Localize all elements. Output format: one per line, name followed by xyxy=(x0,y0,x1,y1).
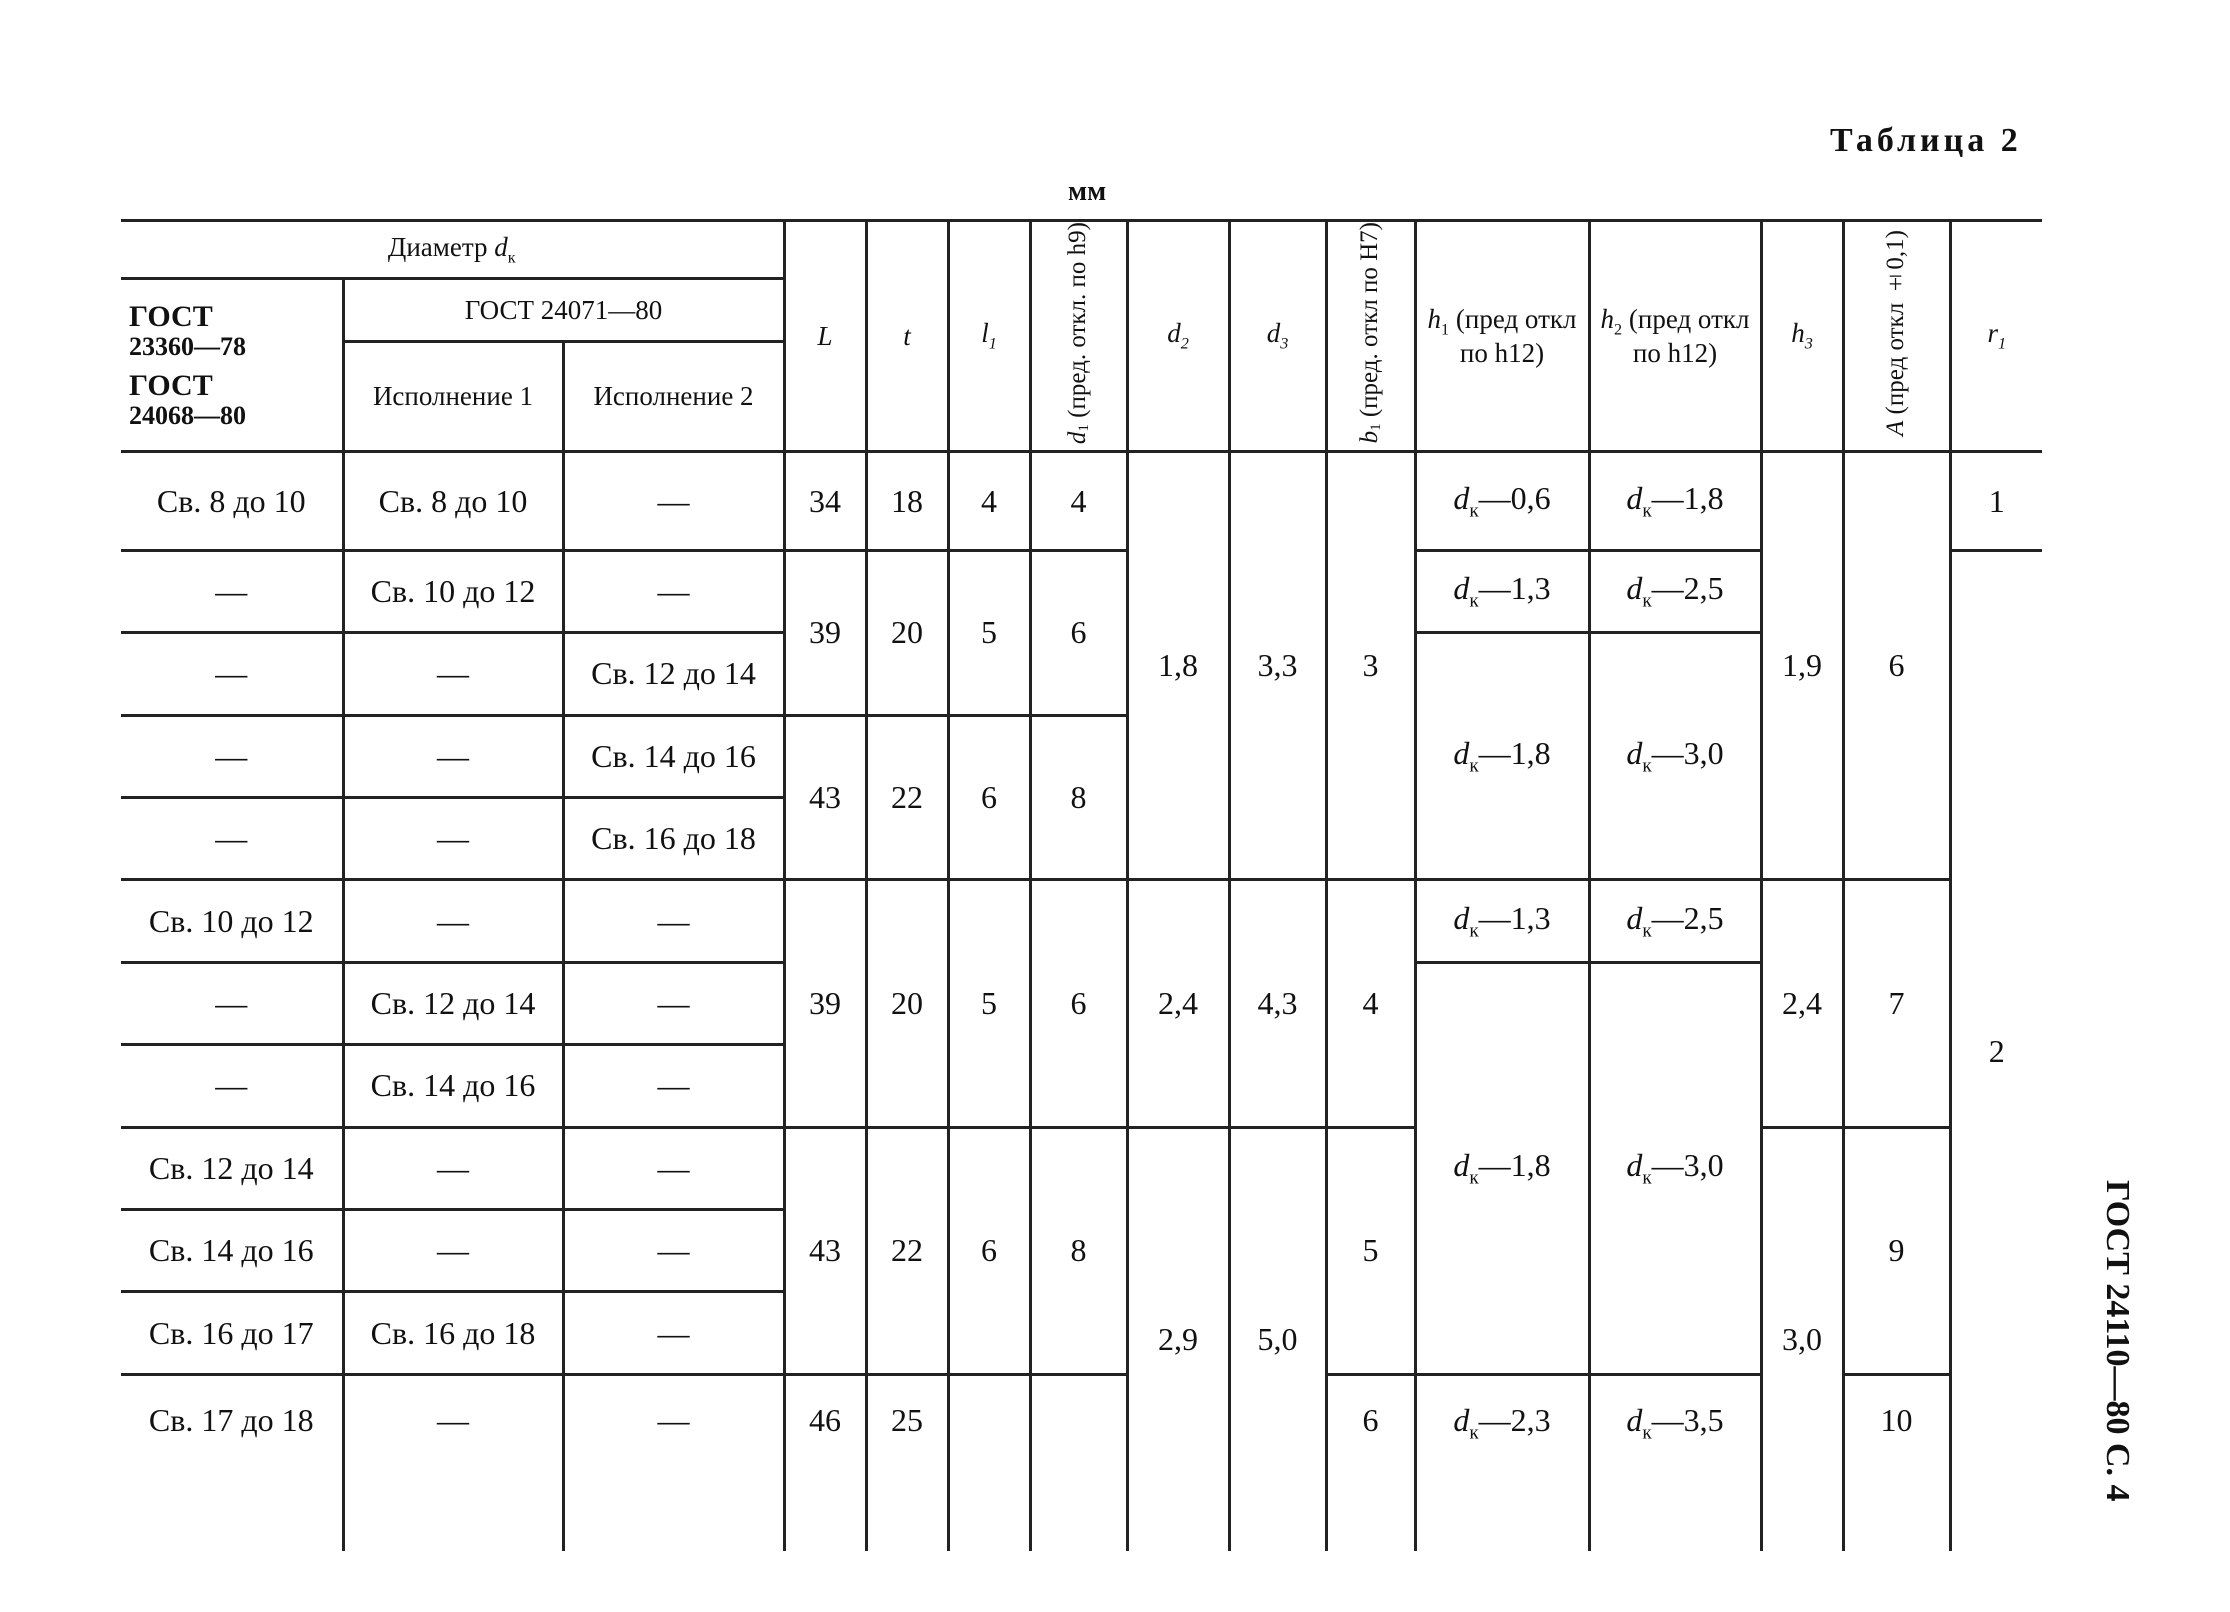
row-0-col-0: Св. 8 до 10 xyxy=(121,452,343,550)
dimensions-table xyxy=(121,219,2042,1551)
g5-d1: 8 xyxy=(1030,1127,1127,1374)
r1-b: 2 xyxy=(1950,550,2042,1551)
row-9-col-2: — xyxy=(563,1210,784,1292)
d2-a: 1,8 xyxy=(1127,452,1229,880)
r1-a: 1 xyxy=(1950,452,2042,550)
h2-4: $d_к—3,0$ xyxy=(1589,962,1761,1374)
b1-c: 5 xyxy=(1326,1127,1415,1374)
h1-2: $d_к—1,8$ xyxy=(1415,633,1589,880)
row-3-col-1: — xyxy=(343,715,563,797)
g3-L: 43 xyxy=(784,715,866,880)
g6-t: 25 xyxy=(866,1374,948,1551)
header-isp2: Исполнение 2 xyxy=(563,342,784,452)
g4-t: 20 xyxy=(866,880,948,1127)
row-8-col-1: — xyxy=(343,1127,563,1209)
row-2-col-0: — xyxy=(121,633,343,715)
d3-b: 4,3 xyxy=(1229,880,1326,1127)
header-t: t xyxy=(866,221,948,452)
row-5-col-1: — xyxy=(343,880,563,962)
g6-d1 xyxy=(1030,1374,1127,1551)
g2-d1: 6 xyxy=(1030,550,1127,715)
row-0-col-2: — xyxy=(563,452,784,550)
h2-3: $d_к—2,5$ xyxy=(1589,880,1761,962)
h1-1: $d_к—1,3$ xyxy=(1415,550,1589,632)
row-6-col-1: Св. 12 до 14 xyxy=(343,962,563,1044)
header-A: A (пред откл ±0,1) xyxy=(1843,221,1950,452)
row-1-col-1: Св. 10 до 12 xyxy=(343,550,563,632)
b1-d: 6 xyxy=(1326,1374,1415,1551)
header-h1: $h_1$ (пред откл по h12) xyxy=(1415,221,1589,452)
row-11-col-0: Св. 17 до 18 xyxy=(148,1401,314,1438)
row-10-col-2: — xyxy=(563,1292,784,1374)
row-1-col-0: — xyxy=(121,550,343,632)
A-c: 9 xyxy=(1843,1127,1950,1374)
row-11-col-2: — xyxy=(563,1374,784,1551)
A-d: 10 xyxy=(1843,1374,1950,1551)
table-caption: Таблица 2 xyxy=(1830,122,2022,159)
row-5-col-2: — xyxy=(563,880,784,962)
header-gost-mid: ГОСТ 24071—80 xyxy=(343,279,784,342)
row-2-col-1: — xyxy=(343,633,563,715)
h2-0: $d_к—1,8$ xyxy=(1589,452,1761,550)
g6-l1 xyxy=(948,1374,1030,1551)
g2-t: 20 xyxy=(866,550,948,715)
g3-t: 22 xyxy=(866,715,948,880)
row-4-col-2: Св. 16 до 18 xyxy=(563,797,784,879)
g1-L: 34 xyxy=(784,452,866,550)
header-l1: $l_1$ xyxy=(948,221,1030,452)
header-b1: $b_1$ (пред. откл по H7) xyxy=(1326,221,1415,452)
g4-l1: 5 xyxy=(948,880,1030,1127)
row-8-col-2: — xyxy=(563,1127,784,1209)
g3-d1: 8 xyxy=(1030,715,1127,880)
d3-c: 5,0 xyxy=(1229,1127,1326,1551)
g2-L: 39 xyxy=(784,550,866,715)
row-10-col-1: Св. 16 до 18 xyxy=(343,1292,563,1374)
h3-c: 3,0 xyxy=(1761,1127,1843,1551)
h2-5: $d_к—3,5$ xyxy=(1589,1374,1761,1551)
h1-3: $d_к—1,3$ xyxy=(1415,880,1589,962)
row-2-col-2: Св. 12 до 14 xyxy=(563,633,784,715)
row-7-col-2: — xyxy=(563,1045,784,1127)
row-0-col-1: Св. 8 до 10 xyxy=(343,452,563,550)
d2-c: 2,9 xyxy=(1127,1127,1229,1551)
g1-l1: 4 xyxy=(948,452,1030,550)
g3-l1: 6 xyxy=(948,715,1030,880)
g4-L: 39 xyxy=(784,880,866,1127)
h3-b: 2,4 xyxy=(1761,880,1843,1127)
row-10-col-0: Св. 16 до 17 xyxy=(121,1292,343,1374)
row-11-col-1: — xyxy=(343,1374,563,1551)
b1-b: 4 xyxy=(1326,880,1415,1127)
row-4-col-1: — xyxy=(343,797,563,879)
g4-d1: 6 xyxy=(1030,880,1127,1127)
header-L: L xyxy=(784,221,866,452)
header-d3: $d_3$ xyxy=(1229,221,1326,452)
row-1-col-2: — xyxy=(563,550,784,632)
h2-1: $d_к—2,5$ xyxy=(1589,550,1761,632)
g1-d1: 4 xyxy=(1030,452,1127,550)
d2-b: 2,4 xyxy=(1127,880,1229,1127)
h3-a: 1,9 xyxy=(1761,452,1843,880)
header-r1: $r_1$ xyxy=(1950,221,2042,452)
header-isp1: Исполнение 1 xyxy=(343,342,563,452)
row-9-col-1: — xyxy=(343,1210,563,1292)
row-9-col-0: Св. 14 до 16 xyxy=(121,1210,343,1292)
g2-l1: 5 xyxy=(948,550,1030,715)
g5-t: 22 xyxy=(866,1127,948,1374)
unit-label: мм xyxy=(1068,176,1107,207)
g5-L: 43 xyxy=(784,1127,866,1374)
header-gost-left: ГОСТ 23360—78 ГОСТ 24068—80 xyxy=(121,279,343,452)
g6-L: 46 xyxy=(784,1374,866,1551)
h1-4: $d_к—1,8$ xyxy=(1415,962,1589,1374)
A-b: 7 xyxy=(1843,880,1950,1127)
row-7-col-0: — xyxy=(121,1045,343,1127)
row-4-col-0: — xyxy=(121,797,343,879)
row-3-col-0: — xyxy=(121,715,343,797)
side-gost-label: ГОСТ 24110—80 С. 4 xyxy=(2099,1180,2136,1502)
row-7-col-1: Св. 14 до 16 xyxy=(343,1045,563,1127)
header-h3: $h_3$ xyxy=(1761,221,1843,452)
h2-2: $d_к—3,0$ xyxy=(1589,633,1761,880)
header-d1: $d_1$ (пред. откл. по h9) xyxy=(1030,221,1127,452)
header-d2: $d_2$ xyxy=(1127,221,1229,452)
header-h2: $h_2$ (пред откл по h12) xyxy=(1589,221,1761,452)
row-6-col-2: — xyxy=(563,962,784,1044)
b1-a: 3 xyxy=(1326,452,1415,880)
d3-a: 3,3 xyxy=(1229,452,1326,880)
row-3-col-2: Св. 14 до 16 xyxy=(563,715,784,797)
A-a: 6 xyxy=(1843,452,1950,880)
row-8-col-0: Св. 12 до 14 xyxy=(121,1127,343,1209)
row-5-col-0: Св. 10 до 12 xyxy=(121,880,343,962)
h1-5: $d_к—2,3$ xyxy=(1415,1374,1589,1551)
g1-t: 18 xyxy=(866,452,948,550)
h1-0: $d_к—0,6$ xyxy=(1415,452,1589,550)
header-diameter: Диаметр $d_к$ xyxy=(121,221,784,279)
g5-l1: 6 xyxy=(948,1127,1030,1374)
row-6-col-0: — xyxy=(121,962,343,1044)
